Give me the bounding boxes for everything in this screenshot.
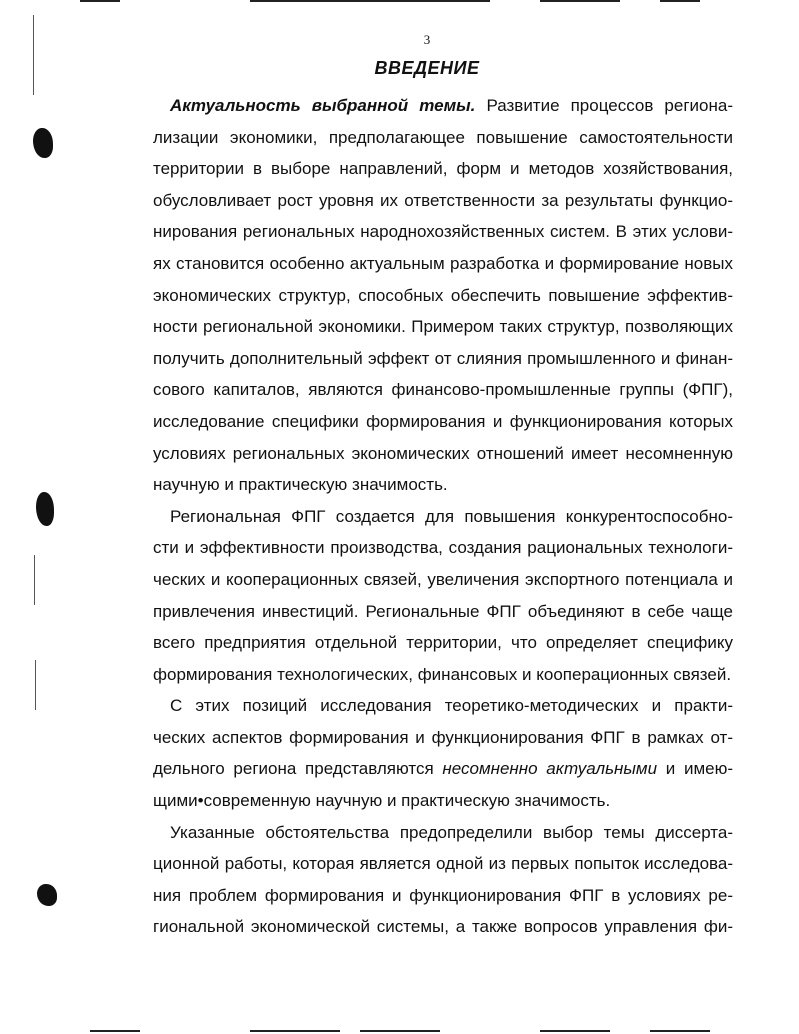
text-line bbox=[153, 817, 733, 849]
text-line bbox=[153, 627, 733, 659]
text-line bbox=[153, 596, 733, 628]
scan-margin-line bbox=[33, 15, 34, 95]
text-segment: дельного региона представляются bbox=[153, 759, 443, 779]
text-line bbox=[153, 469, 733, 501]
text-line bbox=[153, 406, 733, 438]
binding-hole-mark bbox=[33, 128, 53, 158]
text-line bbox=[153, 659, 733, 691]
text-segment: экономических структур, способных обеспечить повышение эффектив- bbox=[153, 285, 733, 305]
text-line bbox=[153, 753, 733, 785]
text-segment: С этих позиций исследования теоретико-методических и практи- bbox=[170, 696, 733, 716]
text-segment: условиях региональных экономических отношений имеет несомненную bbox=[153, 443, 733, 463]
text-line bbox=[153, 501, 733, 533]
text-line bbox=[153, 343, 733, 375]
binding-hole-mark bbox=[37, 884, 57, 906]
section-heading: ВВЕДЕНИЕ bbox=[374, 58, 480, 78]
text-line bbox=[153, 374, 733, 406]
page-number: 3 bbox=[423, 32, 431, 47]
text-line bbox=[153, 248, 733, 280]
text-line bbox=[153, 438, 733, 470]
text-segment: лизации экономики, предполагающее повышение самостоятельности bbox=[153, 127, 733, 147]
text-segment: ческих аспектов формирования и функционирования ФПГ в рамках от- bbox=[153, 727, 733, 747]
text-line bbox=[153, 880, 733, 912]
text-segment: исследование специфики формирования и функционирования которых bbox=[153, 411, 733, 431]
text-segment: нирования региональных народнохозяйственных систем. В этих услови- bbox=[153, 222, 733, 242]
lead-phrase: Актуальность выбранной темы. bbox=[170, 96, 476, 115]
text-segment: территории в выборе направлений, форм и методов хозяйствования, bbox=[153, 159, 733, 179]
text-segment: обусловливает рост уровня их ответственности за результаты функцио- bbox=[153, 190, 733, 210]
text-segment: научную и практическую значимость. bbox=[153, 475, 448, 495]
text-line bbox=[153, 532, 733, 564]
text-segment: сти и эффективности производства, создания рациональных технологи- bbox=[153, 538, 733, 558]
text-line bbox=[153, 690, 733, 722]
emphasis-text: несомненно актуальными bbox=[442, 759, 658, 779]
text-segment: получить дополнительный эффект от слияния промышленного и финан- bbox=[153, 348, 733, 368]
text-segment: сового капиталов, являются финансово-промышленные группы (ФПГ), bbox=[153, 380, 733, 400]
text-line bbox=[153, 911, 733, 943]
text-segment: ния проблем формирования и функционирования ФПГ в условиях ре- bbox=[153, 885, 733, 905]
text-line bbox=[153, 216, 733, 248]
text-segment: гиональной экономической системы, а также вопросов управления фи- bbox=[153, 917, 733, 937]
text-segment: ционной работы, которая является одной из первых попыток исследова- bbox=[153, 854, 733, 874]
text-segment: формирования технологических, финансовых и кооперационных связей. bbox=[153, 664, 732, 684]
text-segment: Указанные обстоятельства предопределили выбор темы диссерта- bbox=[170, 822, 733, 842]
text-segment: Развитие процессов региона- bbox=[475, 96, 733, 115]
scan-margin-line bbox=[34, 555, 35, 605]
text-segment: ческих и кооперационных связей, увеличения экспортного потенциала и bbox=[153, 569, 733, 589]
text-line bbox=[153, 311, 733, 343]
text-line bbox=[153, 185, 733, 217]
text-line bbox=[153, 785, 733, 817]
text-segment: ях становится особенно актуальным разработка и формирование новых bbox=[153, 253, 733, 273]
text-line bbox=[153, 722, 733, 754]
text-segment: и имею- bbox=[657, 759, 733, 779]
text-segment: всего предприятия отдельной территории, что определяет специфику bbox=[153, 633, 733, 653]
text-line bbox=[153, 90, 733, 122]
text-line bbox=[153, 153, 733, 185]
binding-hole-mark bbox=[36, 492, 54, 526]
text-segment: привлечения инвестиций. Региональные ФПГ объединяют в себе чаще bbox=[153, 601, 733, 621]
text-segment: Региональная ФПГ создается для повышения конкурентоспособно- bbox=[170, 506, 733, 526]
document-body bbox=[153, 90, 733, 943]
text-segment: щими•современную научную и практическую значимость. bbox=[153, 791, 611, 811]
scan-margin-line bbox=[35, 660, 36, 710]
text-line bbox=[153, 848, 733, 880]
text-line bbox=[153, 280, 733, 312]
text-line bbox=[153, 122, 733, 154]
text-line bbox=[153, 564, 733, 596]
text-segment: ности региональной экономики. Примером таких структур, позволяющих bbox=[153, 317, 733, 337]
